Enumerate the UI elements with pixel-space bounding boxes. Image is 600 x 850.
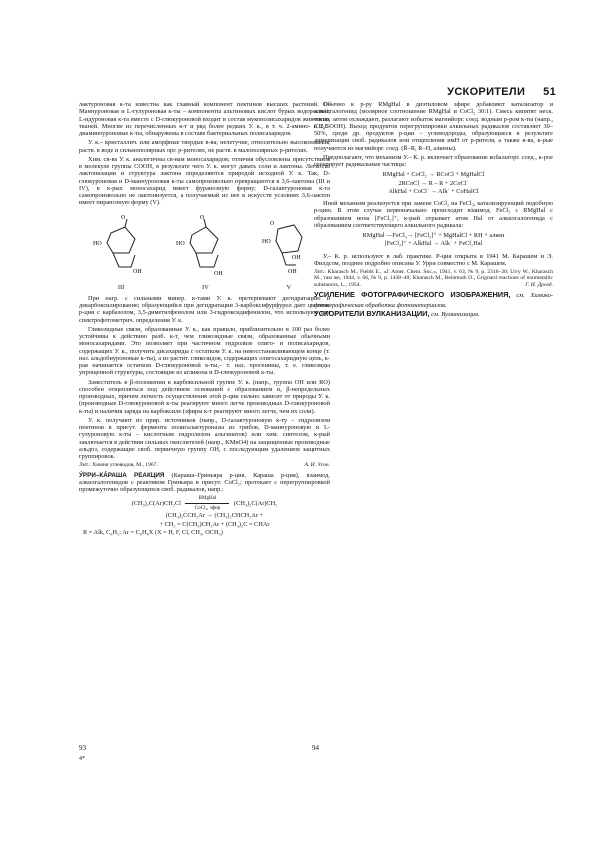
paragraph: У. к.– кристаллич. или аморфные твердые в-ва; нелетучие, относительно высокоплавки; раств. в воде и сильнополярных орг. р-рителях, не раств. в малополярных р-рителях. bbox=[79, 139, 330, 154]
label-iv: IV bbox=[201, 283, 209, 291]
paragraph: При нагр. с сильными минер. к-тами У. к. претерпевают дегидратацию и декарбоксилирование; образующийся при дегидратации 3-карбоксифурфурол дает цветные р-ции с карбазолом, 3,5-диметилфенолом или 3-гидроксидифенилом, что используют для спектрофотометрич. определения У. к. bbox=[79, 294, 330, 324]
label-v: V bbox=[286, 283, 292, 291]
lactone-structure-v bbox=[258, 215, 318, 281]
paragraph: Хим. св-ва У. к. аналогичны св-вам моносахаридов; отличия обусловлены присутствием в молекуле группы COOH, в результате чего У. к. могут давать соли и лактоны. Легкость лактонизации и структура лактона определяются природой исходной У. к. Так, D-глюкуроновая и D-маннуроновая к-ты самопроизвольно превращаются в 3,6-лактоны (III и IV), в к-рых моносахарид имеет фуранозную форму; D-галактуроновая к-та самопроизвольно не лактонизуется, а получаемый из нее в искусств условиях 3,6-лактон имеет пиранозную форму (V). bbox=[79, 155, 330, 207]
equation-4: R = Alk, C₆H₅; Ar = C₆H₄X (X = H, F, Cl, CH₃, OCH₃) bbox=[83, 528, 223, 536]
svg-text:O: O bbox=[270, 220, 275, 227]
mechanism-line-1: RMgHal + CoCl₂ → RCoCl + MgHalCl bbox=[382, 171, 485, 179]
equation-1 bbox=[79, 496, 330, 511]
running-head bbox=[447, 86, 556, 98]
svg-text:OH: OH bbox=[288, 268, 297, 275]
entry-title: У́РРИ–КА́РАША РЕАКЦИЯ bbox=[79, 471, 165, 479]
lactone-structures bbox=[79, 215, 330, 281]
eq1-arrow bbox=[185, 496, 229, 511]
mechanism-line-4: RMgHal —FeCl₃→ [FeCl₂]⁺ + MgHalCl + RH + алкен bbox=[362, 232, 505, 239]
cobalt-mechanism bbox=[314, 171, 553, 195]
svg-text:HO: HO bbox=[176, 240, 186, 247]
entry-photo-enhancement bbox=[314, 291, 553, 310]
footer-page-left: 93 bbox=[79, 744, 86, 752]
lactone-structure-iii bbox=[91, 215, 151, 281]
eq1-conditions: CoCl₂, эфир bbox=[194, 506, 221, 512]
literature-author: А. И. Усов. bbox=[304, 462, 330, 469]
paragraph: Предполагают, что механизм У.– К. р. включает образование кобальторг. соед., к-рое генерирует радикальные частицы: bbox=[314, 153, 553, 168]
label-iii: III bbox=[117, 283, 125, 291]
eq1-reactant: (CH₃)₂C(Ar)CH₂Cl bbox=[131, 500, 181, 508]
paragraph: Обычно к р-ру RMgHal в диэтиловом эфире добавляют катализатор и алкилгалогенид (молярное соотношение RMgHal и CoCl₂ 30:1). Смесь кипятят неск. часов, затем охлаждают, разлагают избыток магнийорг. соед. водным р-ром к-ты (напр., CH₃COOH). Выход продуктов перегруппировки алкильных радикалов составляет 30–50%, среди др. продуктов р-ции – углеводороды, образующиеся в результате димеризации своб. радикалов или отщепления имН от р-рителя, а также в-ва, к-рые получаются из магнийорг. соед. (R̄–R, R–H, алкены). bbox=[314, 101, 553, 152]
entry-vulcanization-accelerators bbox=[314, 310, 553, 319]
svg-text:OH: OH bbox=[214, 270, 224, 277]
paragraph: Заместитель в β-положении к карбоксильной группе У. к. (напр., группа OH или RO) способен отщепляться под действием оснований с образованием α, β-непредельных производных, причем легкость осуществления этой р-ции сильно зависит от природы У. к. (производные D-глюкуроновой к-ты реагируют много легче производных D-глюкуроновой к-ты) и наличия заряда на карбоксиле (эфиры к-т реагируют много легче, чем их соли). bbox=[79, 378, 330, 415]
mechanism-line-2: 2RCoCl → R – R + 2CoCl˙ bbox=[398, 179, 469, 187]
footer-page-right: 94 bbox=[312, 744, 319, 752]
paragraph: У.– К. р. используют в лаб. практике. Р-ция открыта в 1941 М. Карашем и Э. Филдсом, позднее подробно описана У. Урри совместно с М. Карашем. bbox=[314, 252, 553, 267]
svg-text:OH: OH bbox=[132, 268, 142, 275]
entry-title: УСКОРИТЕЛИ ВУЛКАНИЗАЦИИ, bbox=[314, 308, 430, 318]
reaction-scheme bbox=[79, 496, 330, 536]
literature-text: Лит.: Kharasch M., Fields E., «J. Amer. Chem. Soc.», 1941, v. 63, № 9, p. 2316–20; Urry W., Kharasch M., там же, 1944, v. 66, № 9, p. 1438–40; Kharasch M., Reinmuth O., Grignard reactions of nonmetallic substances, L., 1954. bbox=[314, 269, 553, 288]
entry-title: УСИЛЕНИЕ ФОТОГРАФИЧЕСКОГО ИЗОБРАЖЕНИЯ, bbox=[314, 290, 511, 300]
mechanism-line-3: AlkHal + CoCl˙ → Alk˙ + CoHalCl bbox=[388, 187, 479, 195]
entry bbox=[79, 472, 330, 494]
literature bbox=[79, 462, 330, 468]
svg-text:HO: HO bbox=[262, 238, 271, 245]
paragraph: Гликозидные связи, образованные У. к., как правило, приблизительно в 100 раз более устойчивы к действию разб. к-т, чем гликозидные связи, образованные обычными моносахаридами. Это позволяет при частичном гидролизе олиго- и полисахаридов, содержащих У. к., получить дисахариды с остатком У. к. на невосстанавливающем конце (т. наз. альдобиуроновые к-ты), а из растит. гликозидов, содержащих олигосахаридную цепь, к-рая начинается остатком D-глюкуроновой к-ты,– т. наз. прогенины, т. е. гликозиды упрощенной структуры, состоящие из агликона и D-глюкуроновой к-ты. bbox=[79, 325, 330, 377]
structure-labels bbox=[79, 284, 330, 291]
paragraph: Иной механизм реализуется при замене CoCl₂ на FeCl₃, катализирующий подобную р-цию. В этом случае первоначально происходит взаимод. FeCl₃ с RMgHal с образованием иона [FeCl₂]⁺, к-рый отрывает атом Hal от алкилгалогенида с образованием соответствующего алкильного радикала: bbox=[314, 200, 553, 229]
mechanism-line-5: [FeCl₂]⁺ + AlkHal → Alk˙ + FeCl₂Hal bbox=[384, 240, 483, 248]
paragraph: лактуроновая к-та известна как главный компонент пектинов высших растений. D-Маннуроновая и L-гулуроновая к-ты – компоненты альгиновых кислот бурых водорослей; L-идуроновая к-та вместе с D-глюкуроновой входит в состав мукополисахаридов животных тканей. Многие из перечисленных к-т и ряд более редких У. к., в т. ч. 2-амино- и 2,3-диаминоуроновые к-ты, обнаружены в составе бактериальных полисахаридов. bbox=[79, 101, 330, 137]
right-column bbox=[314, 101, 553, 319]
running-head-title: УСКОРИТЕЛИ bbox=[447, 86, 526, 98]
svg-text:HO: HO bbox=[92, 240, 102, 247]
svg-text:O: O bbox=[120, 214, 126, 221]
eq1-product: (CH₃)₂C(Ar)ĊH₂ bbox=[234, 500, 278, 508]
equation-2: (CH₃)₂ĊCH₂Ar → (CH₃)₂CHCH₂Ar + bbox=[165, 512, 264, 520]
equation-3: + CH₂ = C(CH₃)CH₂Ar + (CH₃)₂C = CHAr bbox=[159, 520, 270, 528]
entry-text: (Караша–Гриньяра р-ция, Караша р-ция), взаимод. алкилгалогенидов с реактивом Гриньяра в присут. CoCl₂; протекает с перегруппировкой промежуточно образующихся своб. радикалов, напр.: bbox=[79, 471, 331, 494]
svg-text:O: O bbox=[200, 214, 205, 221]
page-number: 51 bbox=[543, 86, 556, 98]
eq1-reagent: RMgHal bbox=[198, 496, 217, 502]
paragraph: У. к. получают из прир. источников (напр., D-галактуроновую к-ту – гидролизом пектинов в присут. фермента полигалактуроназы из грибов, D-маннуроновую и L-гулуроновую к-ты – кислотным гидролизом альгинатов) или хим. синтезом, к-рый заключается в действии сильных окислителей (напр., KMnO4) на защищенные производные альдоз, содержащие своб. первичную группу OH, с последующим удалением защитных группировок. bbox=[79, 416, 330, 460]
left-column bbox=[79, 101, 330, 541]
footer-signature-mark: 4* bbox=[79, 756, 85, 762]
entry-crossref: см. Химико-фотографическая обработка фотоматериалов. bbox=[314, 292, 553, 309]
literature-author: Г. И. Дрозд. bbox=[525, 281, 553, 288]
literature bbox=[314, 269, 553, 288]
entry-crossref: см. Вулканизация. bbox=[429, 310, 480, 318]
svg-text:OH: OH bbox=[292, 254, 301, 261]
lactone-structure-iv bbox=[174, 215, 234, 281]
iron-mechanism bbox=[314, 232, 553, 248]
literature-text: Лит.: Химия углеводов, М., 1967. bbox=[79, 462, 158, 469]
